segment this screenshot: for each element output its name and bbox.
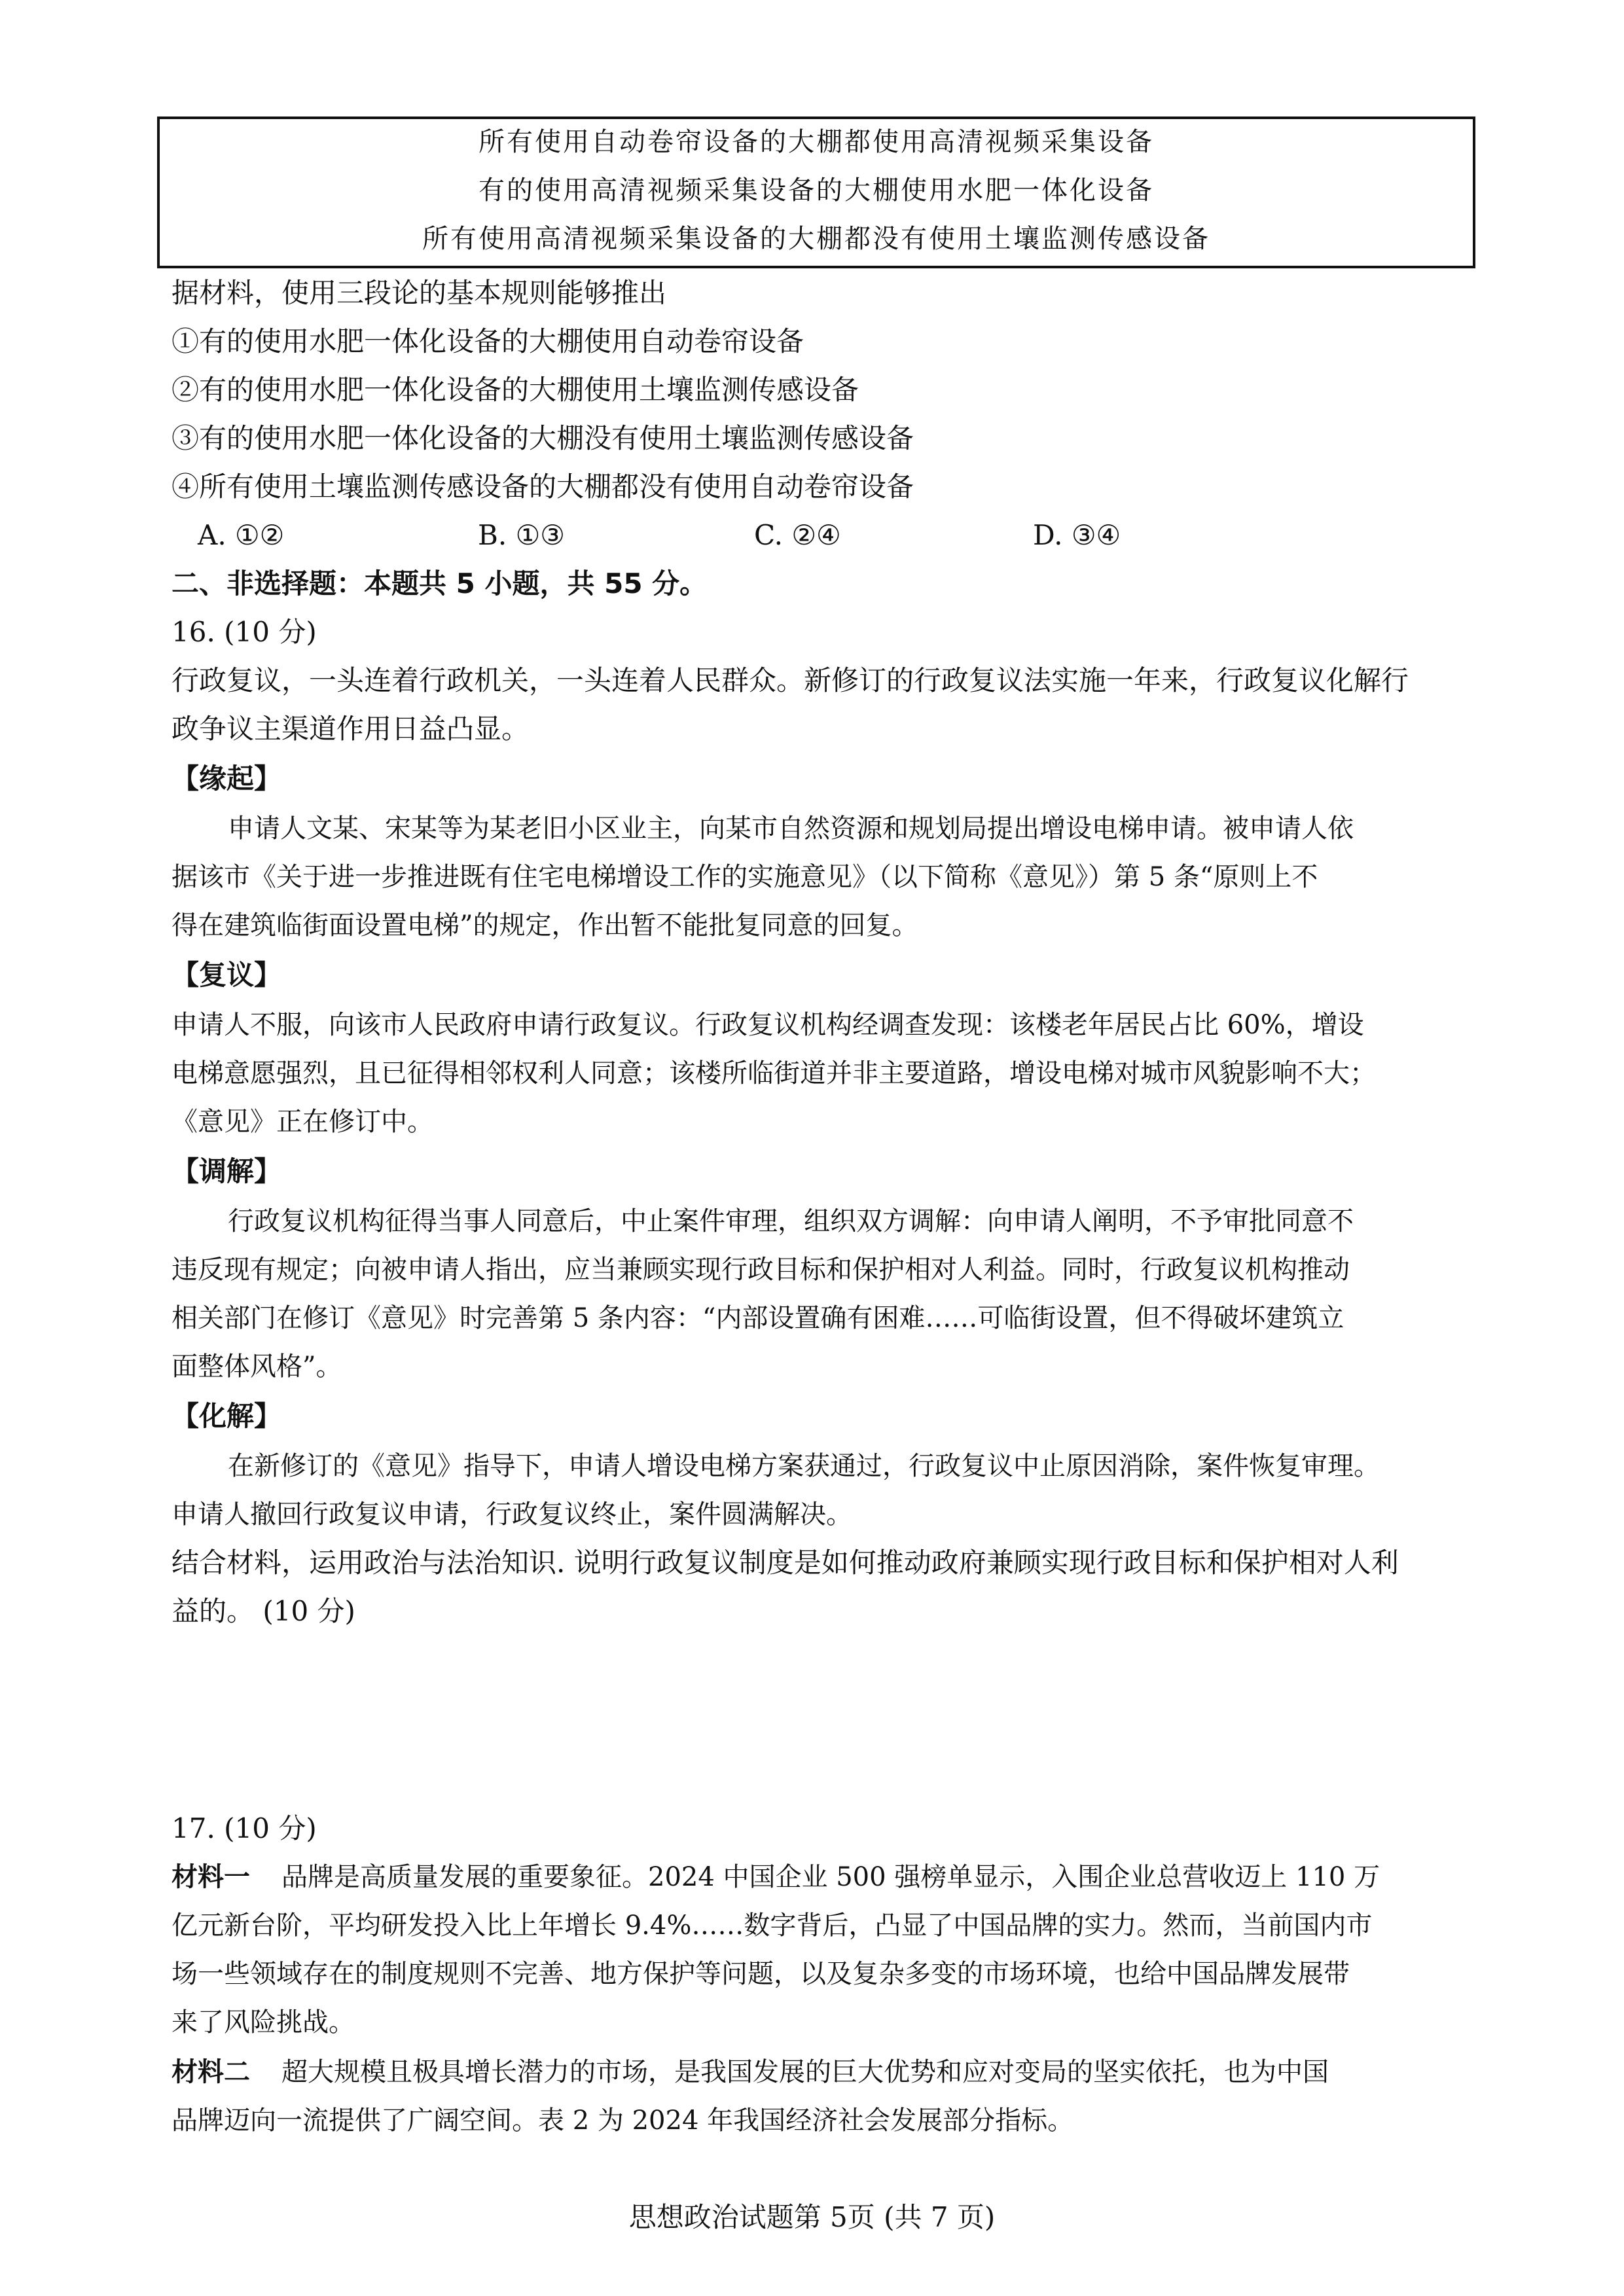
premise-line: 所有使用自动卷帘设备的大棚都使用高清视频采集设备	[478, 127, 1154, 157]
material1-line: 场一些领域存在的制度规则不完善、地方保护等问题，以及复杂多变的市场环境，也给中国品牌发展带	[171, 1959, 1350, 1989]
origin-line: 申请人文某、宋某等为某老旧小区业主，向某市自然资源和规划局提出增设电梯申请。被申请人依	[228, 814, 1354, 844]
option-d: D. ③④	[1033, 519, 1121, 551]
premise-box	[157, 117, 1475, 268]
q15-statement: ②有的使用水肥一体化设备的大棚使用土壤监测传感设备	[171, 374, 859, 406]
origin-line: 据该市《关于进一步推进既有住宅电梯增设工作的实施意见》（以下简称《意见》）第 5 条“原则上不	[171, 862, 1318, 892]
material2-text: 超大规模且极具增长潜力的市场，是我国发展的巨大优势和应对变局的坚实依托，也为中国	[281, 2057, 1329, 2087]
q16-intro-line: 行政复议，一头连着行政机关，一头连着人民群众。新修订的行政复议法实施一年来，行政复议化解行	[171, 664, 1409, 696]
heading-review: 【复议】	[171, 959, 282, 991]
mediation-line: 行政复议机构征得当事人同意后，中止案件审理，组织双方调解：向申请人阐明，不予审批同意不	[228, 1206, 1354, 1236]
review-line: 申请人不服，向该市人民政府申请行政复议。行政复议机构经调查发现：该楼老年居民占比 60%，增设	[171, 1010, 1364, 1040]
material2-line	[171, 2054, 1473, 2090]
page-footer: 思想政治试题第 5页 (共 7 页)	[628, 2201, 996, 2233]
resolve-line: 申请人撤回行政复议申请，行政复议终止，案件圆满解决。	[171, 1499, 852, 1530]
q16-question-line: 结合材料，运用政治与法治知识. 说明行政复议制度是如何推动政府兼顾实现行政目标和保护相对人利	[171, 1547, 1399, 1579]
heading-mediation: 【调解】	[171, 1155, 282, 1187]
q16-question-line: 益的。 (10 分)	[171, 1595, 355, 1627]
material2-label: 材料二	[171, 2057, 250, 2087]
option-a: A. ①②	[198, 519, 285, 551]
material1-line	[171, 1859, 1473, 1895]
premise-line: 所有使用高清视频采集设备的大棚都没有使用土壤监测传感设备	[422, 224, 1210, 254]
question-number: 17. (10 分)	[171, 1812, 317, 1844]
mediation-line: 违反现有规定；向被申请人指出，应当兼顾实现行政目标和保护相对人利益。同时，行政复议机构推动	[171, 1255, 1350, 1285]
material1-line: 来了风险挑战。	[171, 2007, 355, 2037]
section-heading: 二、非选择题：本题共 5 小题，共 55 分。	[171, 567, 708, 600]
resolve-line: 在新修订的《意见》指导下，申请人增设电梯方案获通过，行政复议中止原因消除，案件恢复审理。	[228, 1451, 1380, 1481]
q16-intro-line: 政争议主渠道作用日益凸显。	[171, 713, 530, 745]
review-line: 电梯意愿强烈，且已征得相邻权利人同意；该楼所临街道并非主要道路，增设电梯对城市风貌影响不大；	[171, 1058, 1376, 1088]
origin-line: 得在建筑临街面设置电梯”的规定，作出暂不能批复同意的回复。	[171, 910, 918, 941]
heading-resolve: 【化解】	[171, 1400, 282, 1432]
review-line: 《意见》正在修订中。	[171, 1107, 433, 1137]
q15-stem: 据材料，使用三段论的基本规则能够推出	[171, 277, 667, 309]
q15-statement: ①有的使用水肥一体化设备的大棚使用自动卷帘设备	[171, 325, 804, 357]
material1-line: 亿元新台阶，平均研发投入比上年增长 9.4%……数字背后，凸显了中国品牌的实力。然而，当前国内市	[171, 1910, 1373, 1941]
material1-label: 材料一	[171, 1862, 250, 1892]
heading-origin: 【缘起】	[171, 762, 282, 795]
q15-statement: ③有的使用水肥一体化设备的大棚没有使用土壤监测传感设备	[171, 422, 914, 454]
question-number: 16. (10 分)	[171, 616, 317, 648]
option-c: C. ②④	[754, 519, 841, 551]
mediation-line: 相关部门在修订《意见》时完善第 5 条内容：“内部设置确有困难……可临街设置，但不得破坏建筑立	[171, 1303, 1344, 1333]
material1-text: 品牌是高质量发展的重要象征。2024 中国企业 500 强榜单显示，入围企业总营收迈上 110 万	[281, 1862, 1380, 1892]
premise-line: 有的使用高清视频采集设备的大棚使用水肥一体化设备	[478, 175, 1154, 206]
option-b: B. ①③	[478, 519, 565, 551]
mediation-line: 面整体风格”。	[171, 1352, 342, 1382]
material2-line: 品牌迈向一流提供了广阔空间。表 2 为 2024 年我国经济社会发展部分指标。	[171, 2106, 1074, 2136]
q15-statement: ④所有使用土壤监测传感设备的大棚都没有使用自动卷帘设备	[171, 471, 914, 503]
